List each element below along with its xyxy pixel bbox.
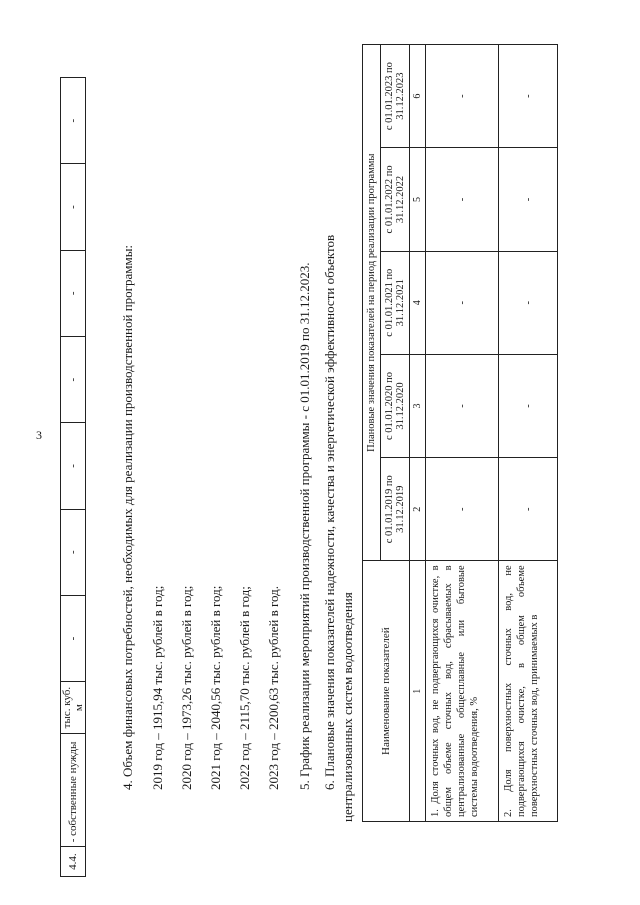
period-header: с 01.01.2022 по 31.12.2022	[381, 148, 410, 251]
period-header: с 01.01.2019 по 31.12.2019	[381, 458, 410, 561]
table-row	[426, 45, 499, 822]
section-6-line1: 6. Плановые значения показателей надежности, качества и энергетической эффективности объектов	[322, 234, 337, 790]
col-number: 6	[410, 45, 426, 148]
col-number: 1	[410, 561, 426, 822]
indicator-value: -	[499, 458, 558, 561]
indicator-value: -	[499, 148, 558, 251]
section-6-line2: централизованных систем водоотведения	[340, 592, 355, 822]
row-cell: -	[61, 164, 86, 250]
indicators-table	[362, 44, 558, 822]
period-header: с 01.01.2020 по 31.12.2020	[381, 354, 410, 457]
indicator-value: -	[499, 354, 558, 457]
year-line: 2021 год – 2040,56 тыс. рублей в год;	[208, 585, 223, 790]
indicator-value: -	[499, 45, 558, 148]
row-cell: -	[61, 595, 86, 681]
page-number: 3	[36, 428, 42, 442]
col-number: 3	[410, 354, 426, 457]
section-4-title: 4. Объем финансовых потребностей, необходимых для реализации производственной программы:	[120, 244, 135, 790]
year-line: 2019 год – 1915,94 тыс. рублей в год;	[150, 585, 165, 790]
table-row	[499, 45, 558, 822]
col-number: 5	[410, 148, 426, 251]
col-number: 2	[410, 458, 426, 561]
period-header: с 01.01.2021 по 31.12.2021	[381, 251, 410, 354]
row-cell: -	[61, 509, 86, 595]
col-name-header: Наименование показателей	[363, 561, 410, 822]
indicator-value: -	[426, 458, 499, 561]
year-line: 2023 год – 2200,63 тыс. рублей в год.	[266, 586, 281, 790]
year-line: 2022 год – 2115,70 тыс. рублей в год;	[237, 586, 252, 790]
col-number: 4	[410, 251, 426, 354]
period-header: с 01.01.2023 по 31.12.2023	[381, 45, 410, 148]
section-5: 5. График реализации мероприятий производственной программы - с 01.01.2019 по 31.12.2023.	[297, 262, 312, 790]
top-table-row	[60, 77, 86, 877]
row-cell: -	[61, 423, 86, 509]
indicator-name: 2. Доля поверхностных сточных вод, не подвергающихся очистке, в общем объеме поверхностных сточных вод, принимаемых в	[499, 561, 558, 822]
indicator-name: 1. Доля сточных вод, не подвергающихся очистке, в общем объеме сточных вод, сбрасываемых в централизованные общесплавные или бытовые системы водоотведения, %	[426, 561, 499, 822]
indicator-value: -	[426, 45, 499, 148]
indicator-value: -	[426, 251, 499, 354]
indicator-value: -	[426, 354, 499, 457]
indicator-value: -	[426, 148, 499, 251]
row-cell: -	[61, 250, 86, 336]
row-cell: -	[61, 336, 86, 422]
year-line: 2020 год – 1973,26 тыс. рублей в год;	[179, 585, 194, 790]
row-index: 4.4.	[61, 847, 86, 877]
row-name: - собственные нужды	[61, 734, 86, 847]
group-header: Плановые значения показателей на период реализации программы	[363, 45, 381, 561]
row-cell: -	[61, 78, 86, 164]
row-unit: тыс. куб. м	[61, 682, 86, 734]
indicator-value: -	[499, 251, 558, 354]
